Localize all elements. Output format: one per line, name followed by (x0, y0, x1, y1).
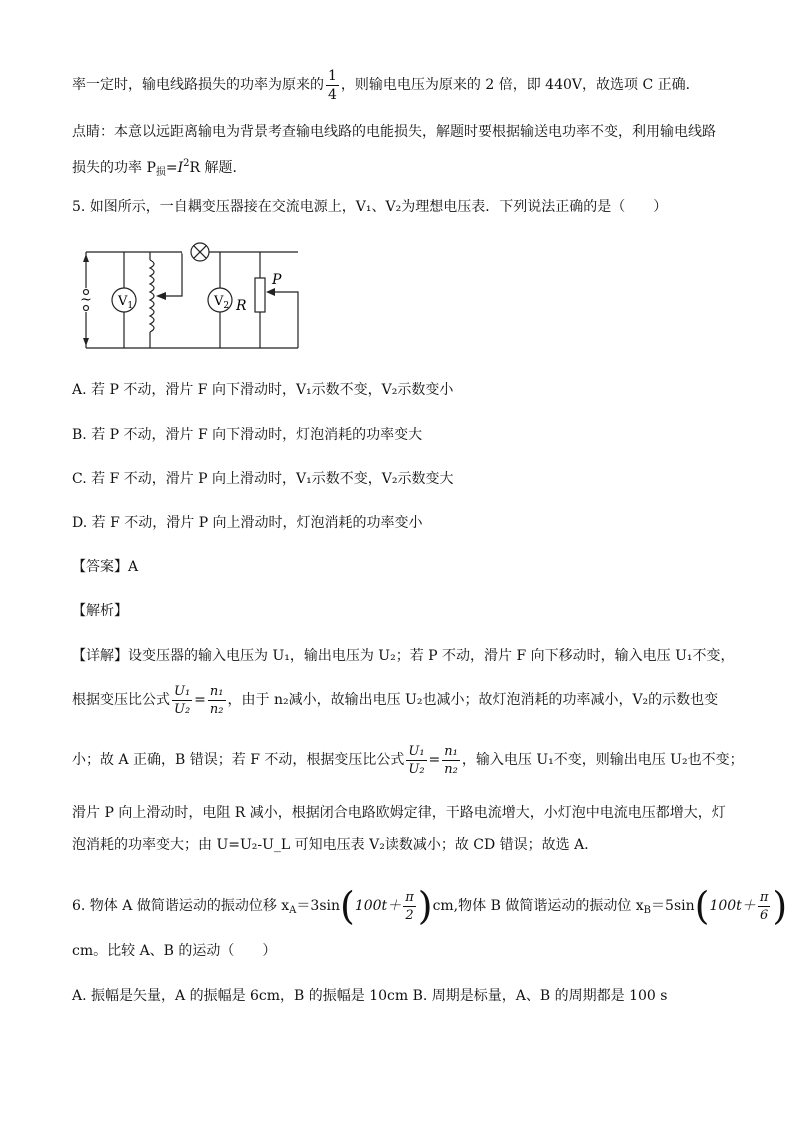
para1-text-a: 率一定时，输电线路损失的功率为原来的 (72, 77, 324, 93)
v2-label: $V_2$ (214, 294, 230, 311)
tip-superscript: 2 (183, 158, 190, 169)
fraction-u1-u2: $\frac{\text{U₁}}{\text{U₂}}$ (408, 743, 425, 777)
q5-option-b: B. 若 P 不动，滑片 F 向下滑动时，灯泡消耗的功率变大 (72, 427, 423, 443)
tip-text-a: 损失的功率 P (72, 160, 156, 176)
answer-label: 【答案】 (72, 559, 128, 575)
fraction-pi-2: $\frac{\pi}{2}$ (405, 889, 414, 923)
resistor-r-icon (255, 278, 265, 312)
v1-label: $V_1$ (118, 294, 134, 311)
q5-analysis-label: 【解析】 (72, 603, 128, 619)
q5-answer (72, 557, 138, 577)
slider-f-arrow-icon (156, 292, 166, 300)
q5-detail-line-3 (72, 740, 744, 780)
slider-f-wire (164, 252, 182, 296)
tip-line-1: 点睛：本意以远距离输电为背景考查输电线路的电能损失，解题时要根据输送电功率不变，利用输电线路 (72, 124, 716, 140)
answer-value: A (128, 559, 139, 575)
q6-stem-line-2: cm。比较 A、B 的运动（ ） (72, 943, 277, 959)
para1-line (72, 68, 700, 102)
autotransformer-circuit-diagram (72, 240, 302, 352)
fraction-u1-u2: $\frac{\text{U₁}}{\text{U₂}}$ (174, 683, 191, 717)
fraction-n1-n2: $\frac{\text{n₁}}{\text{n₂}}$ (209, 683, 224, 717)
equals-sign: = (194, 692, 206, 708)
tip-line-2 (72, 154, 247, 183)
detail-text: ，输入电压 U₁不变，则输出电压 U₂也不变； (461, 752, 744, 768)
resistor-label: R (236, 298, 247, 314)
q6-stem-line-1: 6. 物体 A 做简谐运动的振动位移 $x_A=3\sin(100t+$ $\frac{\pi}{2}$ )cm,物体 B 做简谐运动的振动位 $x_B=5\sin(100t+$ $\frac{\pi}{6}$ ) (72, 884, 788, 928)
coil-winding-icon (150, 260, 154, 332)
tip-text-c: R 解题． (189, 160, 247, 176)
tip-subscript: 损 (155, 167, 166, 178)
q5-detail-line-1: 【详解】设变压器的输入电压为 U₁，输出电压为 U₂；若 P 不动，滑片 F 向下移动时，输入电压 U₁不变， (72, 648, 735, 664)
slider-p-arrow-icon (266, 288, 275, 296)
q6-options-ab: A. 振幅是矢量，A 的振幅是 6cm，B 的振幅是 10cm B. 周期是标量，A、B 的周期都是 100 s (72, 988, 668, 1004)
q5-detail-line-2 (72, 680, 718, 720)
slider-p-wire (272, 292, 298, 348)
q5-detail-line-5: 泡消耗的功率变大；由 U=U₂-U_L 可知电压表 V₂读数减小；故 CD 错误；故选 A． (72, 837, 599, 853)
q5-option-a: A. 若 P 不动，滑片 F 向下滑动时，V₁示数不变，V₂示数变小 (72, 382, 454, 398)
q5-option-c: C. 若 F 不动，滑片 P 向上滑动时，V₁示数不变，V₂示数变大 (72, 471, 454, 487)
frac-denominator: 4 (328, 86, 337, 103)
q5-detail-line-4: 滑片 P 向上滑动时，电阻 R 减小，根据闭合电路欧姆定律，干路电流增大，小灯泡中电流电压都增大，灯 (72, 805, 726, 821)
equals-sign: = (428, 752, 441, 768)
fraction-pi-6: $\frac{\pi}{6}$ (759, 889, 769, 923)
para1-text-b: ，则输电电压为原来的 2 倍，即 440V，故选项 C 正确． (340, 77, 700, 93)
fraction-one-quarter (326, 69, 339, 102)
q6-text: 6. 物体 A 做简谐运动的振动位移 x (72, 898, 290, 914)
source-arrow-up-icon (83, 254, 89, 262)
slider-p-label: P (272, 272, 282, 288)
source-arrow-down-icon (83, 338, 89, 346)
frac-numerator: 1 (328, 67, 337, 84)
q5-option-d: D. 若 F 不动，滑片 P 向上滑动时，灯泡消耗的功率变小 (72, 515, 423, 531)
detail-text: ，由于 n₂减小，故输出电压 U₂也减小；故灯泡消耗的功率减小，V₂的示数也变 (227, 692, 719, 708)
detail-text: 根据变压比公式 (72, 692, 170, 708)
tip-text-b: =I (165, 160, 184, 176)
fraction-n1-n2: $\frac{\text{n₁}}{\text{n₂}}$ (444, 743, 458, 777)
detail-text: 小；故 A 正确，B 错误；若 F 不动，根据变压比公式 (72, 752, 405, 768)
ac-symbol: ~ (80, 292, 92, 308)
q5-stem: 5. 如图所示，一自耦变压器接在交流电源上，V₁、V₂为理想电压表．下列说法正确的是（ ） (72, 199, 668, 215)
